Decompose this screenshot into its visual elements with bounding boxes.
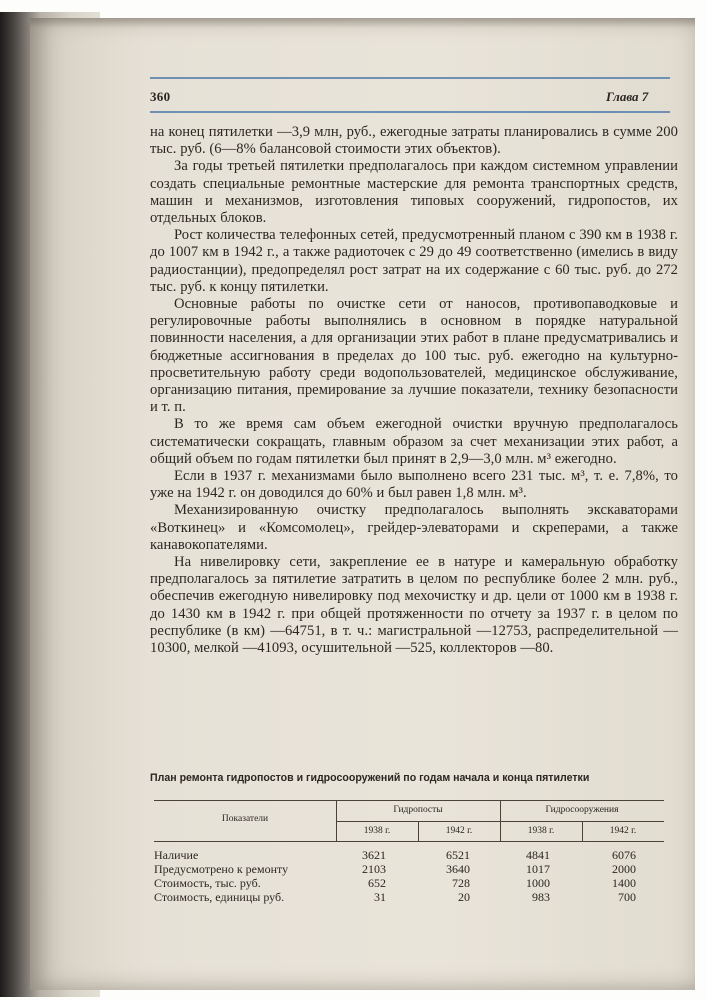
- repair-plan-table: [154, 800, 664, 904]
- table-row: [154, 848, 664, 862]
- cell: 1400: [612, 876, 636, 890]
- paragraph: За годы третьей пятилетки предполагалось при каждом системном управлении создать специальные ремонтные мастерские для ремонта транспортных средств, машин и механизмов, изготовления типовых сооружений, гидропостов, их отдельных блоков.: [150, 158, 678, 227]
- table-row: [154, 862, 664, 876]
- table-row: [154, 890, 664, 904]
- cell: 2103: [362, 862, 386, 876]
- row-label: Предусмотрено к ремонту: [154, 862, 289, 876]
- table-row: [154, 876, 664, 890]
- paragraph: В то же время сам объем ежегодной очистки вручную предполагалось систематически сокращать, главным образом за счет механизации этих работ, а общий объем по годам пятилетки был принят в 2,9—3,0 млн. м³ ежегодно.: [150, 416, 678, 467]
- column-header-year: 1942 г.: [445, 826, 473, 836]
- cell: 6521: [446, 848, 470, 862]
- table-title: План ремонта гидропостов и гидросооружений по годам начала и конца пятилетки: [150, 772, 590, 784]
- column-header-year: 1942 г.: [609, 826, 637, 836]
- cell: 983: [532, 890, 550, 904]
- paragraph: На нивелировку сети, закрепление ее в натуре и камеральную обработку предполагалось за пятилетие затратить в целом по республике более 2 млн. руб., обеспечив ежегодную нивелировку под мехочистку и др. цели от 1000 км в 1938 г. до 1430 км в 1942 г. при общей протяженности по отчету за 1937 г. в целом по республике (в км) —64751, в т. ч.: магистральной —12753, распределительной —10300, мелкой —41093, осушительной —525, коллекторов —80.: [150, 554, 678, 657]
- paragraph: Основные работы по очистке сети от наносов, противопаводковые и регулировочные работы выполнялись в основном в порядке натуральной повинности населения, а для организации этих работ в плане предусматривались и бюджетные ассигнования в пределах до 100 тыс. руб. ежегодно на культурно-просветительную работу среди водопользователей, медицинское обслуживание, организацию питания, премирование за лучшие показатели, технику безопасности и т. п.: [150, 296, 678, 416]
- cell: 3621: [362, 848, 386, 862]
- page-number: 360: [150, 89, 171, 104]
- row-label: Наличие: [154, 848, 199, 862]
- column-header-year: 1938 г.: [527, 826, 555, 836]
- body-text: [150, 124, 678, 657]
- column-group-hydroposts: Гидропосты: [393, 805, 443, 815]
- column-header-year: 1938 г.: [363, 826, 391, 836]
- paragraph: на конец пятилетки —3,9 млн, руб., ежегодные затраты планировались в сумме 200 тыс. руб. (6—8% балансовой стоимости этих объектов).: [150, 124, 678, 158]
- cell: 1000: [526, 876, 550, 890]
- column-header-indicator: Показатели: [221, 814, 269, 824]
- paragraph: Если в 1937 г. механизмами было выполнено всего 231 тыс. м³, т. е. 7,8%, то уже на 1942 г. он доводился до 60% и был равен 1,8 млн. м³.: [150, 468, 678, 502]
- cell: 4841: [526, 848, 550, 862]
- cell: 1017: [526, 862, 550, 876]
- cell: 728: [452, 876, 470, 890]
- cell: 31: [374, 890, 386, 904]
- cell: 6076: [612, 848, 636, 862]
- cell: 2000: [612, 862, 636, 876]
- page-top-edge: [30, 18, 695, 28]
- running-head: Глава 7: [606, 89, 649, 104]
- cell: 3640: [446, 862, 470, 876]
- cell: 652: [368, 876, 386, 890]
- cell: 20: [458, 890, 470, 904]
- header-rule-top: [150, 77, 670, 79]
- header-rule-bottom: [150, 111, 670, 113]
- row-label: Стоимость, тыс. руб.: [154, 876, 261, 890]
- paragraph: Рост количества телефонных сетей, предусмотренный планом с 390 км в 1938 г. до 1007 км в 1942 г., а также радиоточек с 29 до 49 соответственно (имелись в виду радиостанции), предопределял рост затрат на их содержание с 60 тыс. руб. до 272 тыс. руб. к концу пятилетки.: [150, 227, 678, 295]
- row-label: Стоимость, единицы руб.: [154, 890, 285, 904]
- cell: 700: [618, 890, 636, 904]
- column-group-structures: Гидросооружения: [545, 805, 619, 815]
- table-header: [154, 800, 664, 842]
- table-divider: [336, 821, 664, 822]
- paragraph: Механизированную очистку предполагалось выполнять экскаваторами «Воткинец» и «Комсомолец», грейдер-элеваторами и скреперами, а также канавокопателями.: [150, 502, 678, 553]
